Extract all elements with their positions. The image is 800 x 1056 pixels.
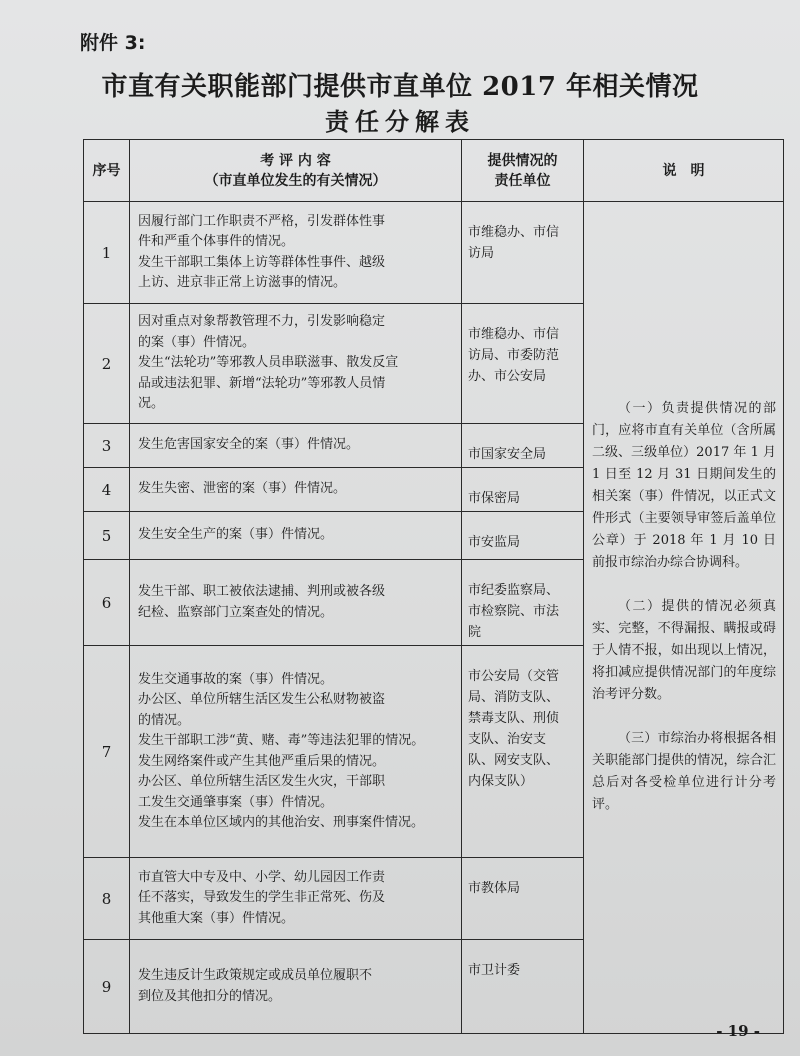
header-index: 序号 [84,140,130,202]
content-line: 发生失密、泄密的案（事）件情况。 [138,481,347,497]
content-line: 发生安全生产的案（事）件情况。 [138,527,334,543]
unit-line: 访局、市委防范 [468,348,560,363]
header-content-line2: （市直单位发生的有关情况） [204,172,387,189]
content-line: 发生干部、职工被依法逮捕、判刑或被各级 [138,584,386,599]
content-line: 品或违法犯罪、新增“法轮功”等邪教人员情 [138,375,386,391]
header-unit-line2: 责任单位 [494,172,551,189]
row-content [130,560,462,646]
row-index: 3 [84,424,130,468]
content-line: 发生交通事故的案（事）件情况。 [138,671,334,687]
unit-line: 支队、治安支 [468,732,547,747]
content-line: 市直管大中专及中、小学、幼儿园因工作责 [138,869,386,885]
row-index: 9 [84,940,130,1034]
row-responsible-unit [462,512,584,560]
row-responsible-unit [462,858,584,940]
row-index: 5 [84,512,130,560]
note-paragraph: （二）提供的情况必须真实、完整，不得漏报、瞒报或碍于人情不报，如出现以上情况，将扣减应提供情况部门的年度综治考评分数。 [592,598,776,702]
unit-line: 市维稳办、市信 [468,327,560,342]
unit-line: 市纪委监察局、 [468,583,560,598]
unit-line: 局、消防支队、 [468,690,560,705]
unit-line: 市卫计委 [468,963,521,978]
row-content [130,940,462,1034]
notes-cell [584,202,784,1034]
header-unit-line1: 提供情况的 [487,152,558,169]
row-index: 6 [84,560,130,646]
unit-line: 市教体局 [468,881,521,896]
content-line: 办公区、单位所辖生活区发生火灾，干部职 [138,774,386,789]
unit-line: 内保支队） [468,774,534,789]
row-index: 7 [84,646,130,858]
content-line: 工发生交通肇事案（事）件情况。 [138,794,334,810]
row-responsible-unit [462,468,584,512]
row-responsible-unit [462,646,584,858]
content-line: 任不落实，导致发生的学生非正常死、伤及 [138,890,386,906]
note-paragraph: （一）负责提供情况的部门，应将市直有关单位（含所属二级、三级单位）2017 年 1 月 1 日至 12 月 31 日期间发生的相关案（事）件情况，以正式文件形式（主要领导审签后盖单位公章）于 2018 年 1 月 10 日前报市综治办综合协调科。 [592,400,776,570]
content-line: 的案（事）件情况。 [138,334,256,350]
row-content [130,468,462,512]
content-line: 发生干部职工集体上访等群体性事件、越级 [138,254,386,270]
content-line: 纪检、监察部门立案查处的情况。 [138,604,334,620]
unit-line: 院 [468,625,482,640]
content-line: 件和严重个体事件的情况。 [138,234,295,249]
content-line: 的情况。 [138,712,191,728]
document-subtitle: 责任分解表 [325,107,475,136]
row-content [130,512,462,560]
row-responsible-unit [462,424,584,468]
document-title: 市直有关职能部门提供市直单位 2017 年相关情况 [101,72,699,102]
page-number: - 19 - [716,1022,760,1040]
unit-line: 市维稳办、市信 [468,225,560,240]
row-content [130,646,462,858]
header-content [130,140,462,202]
content-line: 发生网络案件或产生其他严重后果的情况。 [138,753,386,769]
row-index: 8 [84,858,130,940]
unit-line: 队、网安支队、 [468,753,560,768]
content-line: 发生在本单位区域内的其他治安、刑事案件情况。 [138,815,425,830]
content-line: 因对重点对象帮教管理不力，引发影响稳定 [138,314,386,330]
unit-line: 市国家安全局 [468,447,547,462]
table-header-row [84,140,784,202]
content-line: 发生干部职工涉“黄、赌、毒”等违法犯罪的情况。 [138,733,425,748]
table-row [84,202,784,304]
unit-line: 禁毒支队、刑侦 [468,711,560,726]
header-content-line1: 考 评 内 容 [260,152,331,169]
row-content [130,202,462,304]
content-line: 办公区、单位所辖生活区发生公私财物被盗 [138,692,386,707]
row-responsible-unit [462,560,584,646]
unit-line: 市检察院、市法 [468,604,560,619]
table-body [84,202,784,1034]
unit-line: 办、市公安局 [468,369,547,384]
content-line: 因履行部门工作职责不严格，引发群体性事 [138,213,386,229]
content-line: 上访、进京非正常上访滋事的情况。 [138,275,347,290]
row-content [130,424,462,468]
attachment-label: 附件 3: [80,32,146,54]
content-line: 发生“法轮功”等邪教人员串联滋事、散发反宣 [138,355,399,371]
row-content [130,858,462,940]
row-responsible-unit [462,202,584,304]
row-index: 1 [84,202,130,304]
row-index: 2 [84,304,130,424]
unit-line: 市保密局 [468,491,521,506]
content-line: 发生危害国家安全的案（事）件情况。 [138,437,360,453]
note-paragraph: （三）市综治办将根据各相关职能部门提供的情况，综合汇总后对各受检单位进行计分考评。 [592,730,776,812]
unit-line: 市安监局 [468,535,521,550]
header-unit [462,140,584,202]
content-line: 发生违反计生政策规定或成员单位履职不 [138,968,373,983]
row-content [130,304,462,424]
unit-line: 访局 [468,246,495,261]
row-index: 4 [84,468,130,512]
row-responsible-unit [462,940,584,1034]
responsibility-table [83,139,784,1034]
unit-line: 市公安局（交管 [468,669,560,684]
header-note: 说 明 [584,140,784,202]
content-line: 到位及其他扣分的情况。 [138,988,282,1004]
content-line: 其他重大案（事）件情况。 [138,910,295,926]
content-line: 况。 [138,396,165,412]
row-responsible-unit [462,304,584,424]
